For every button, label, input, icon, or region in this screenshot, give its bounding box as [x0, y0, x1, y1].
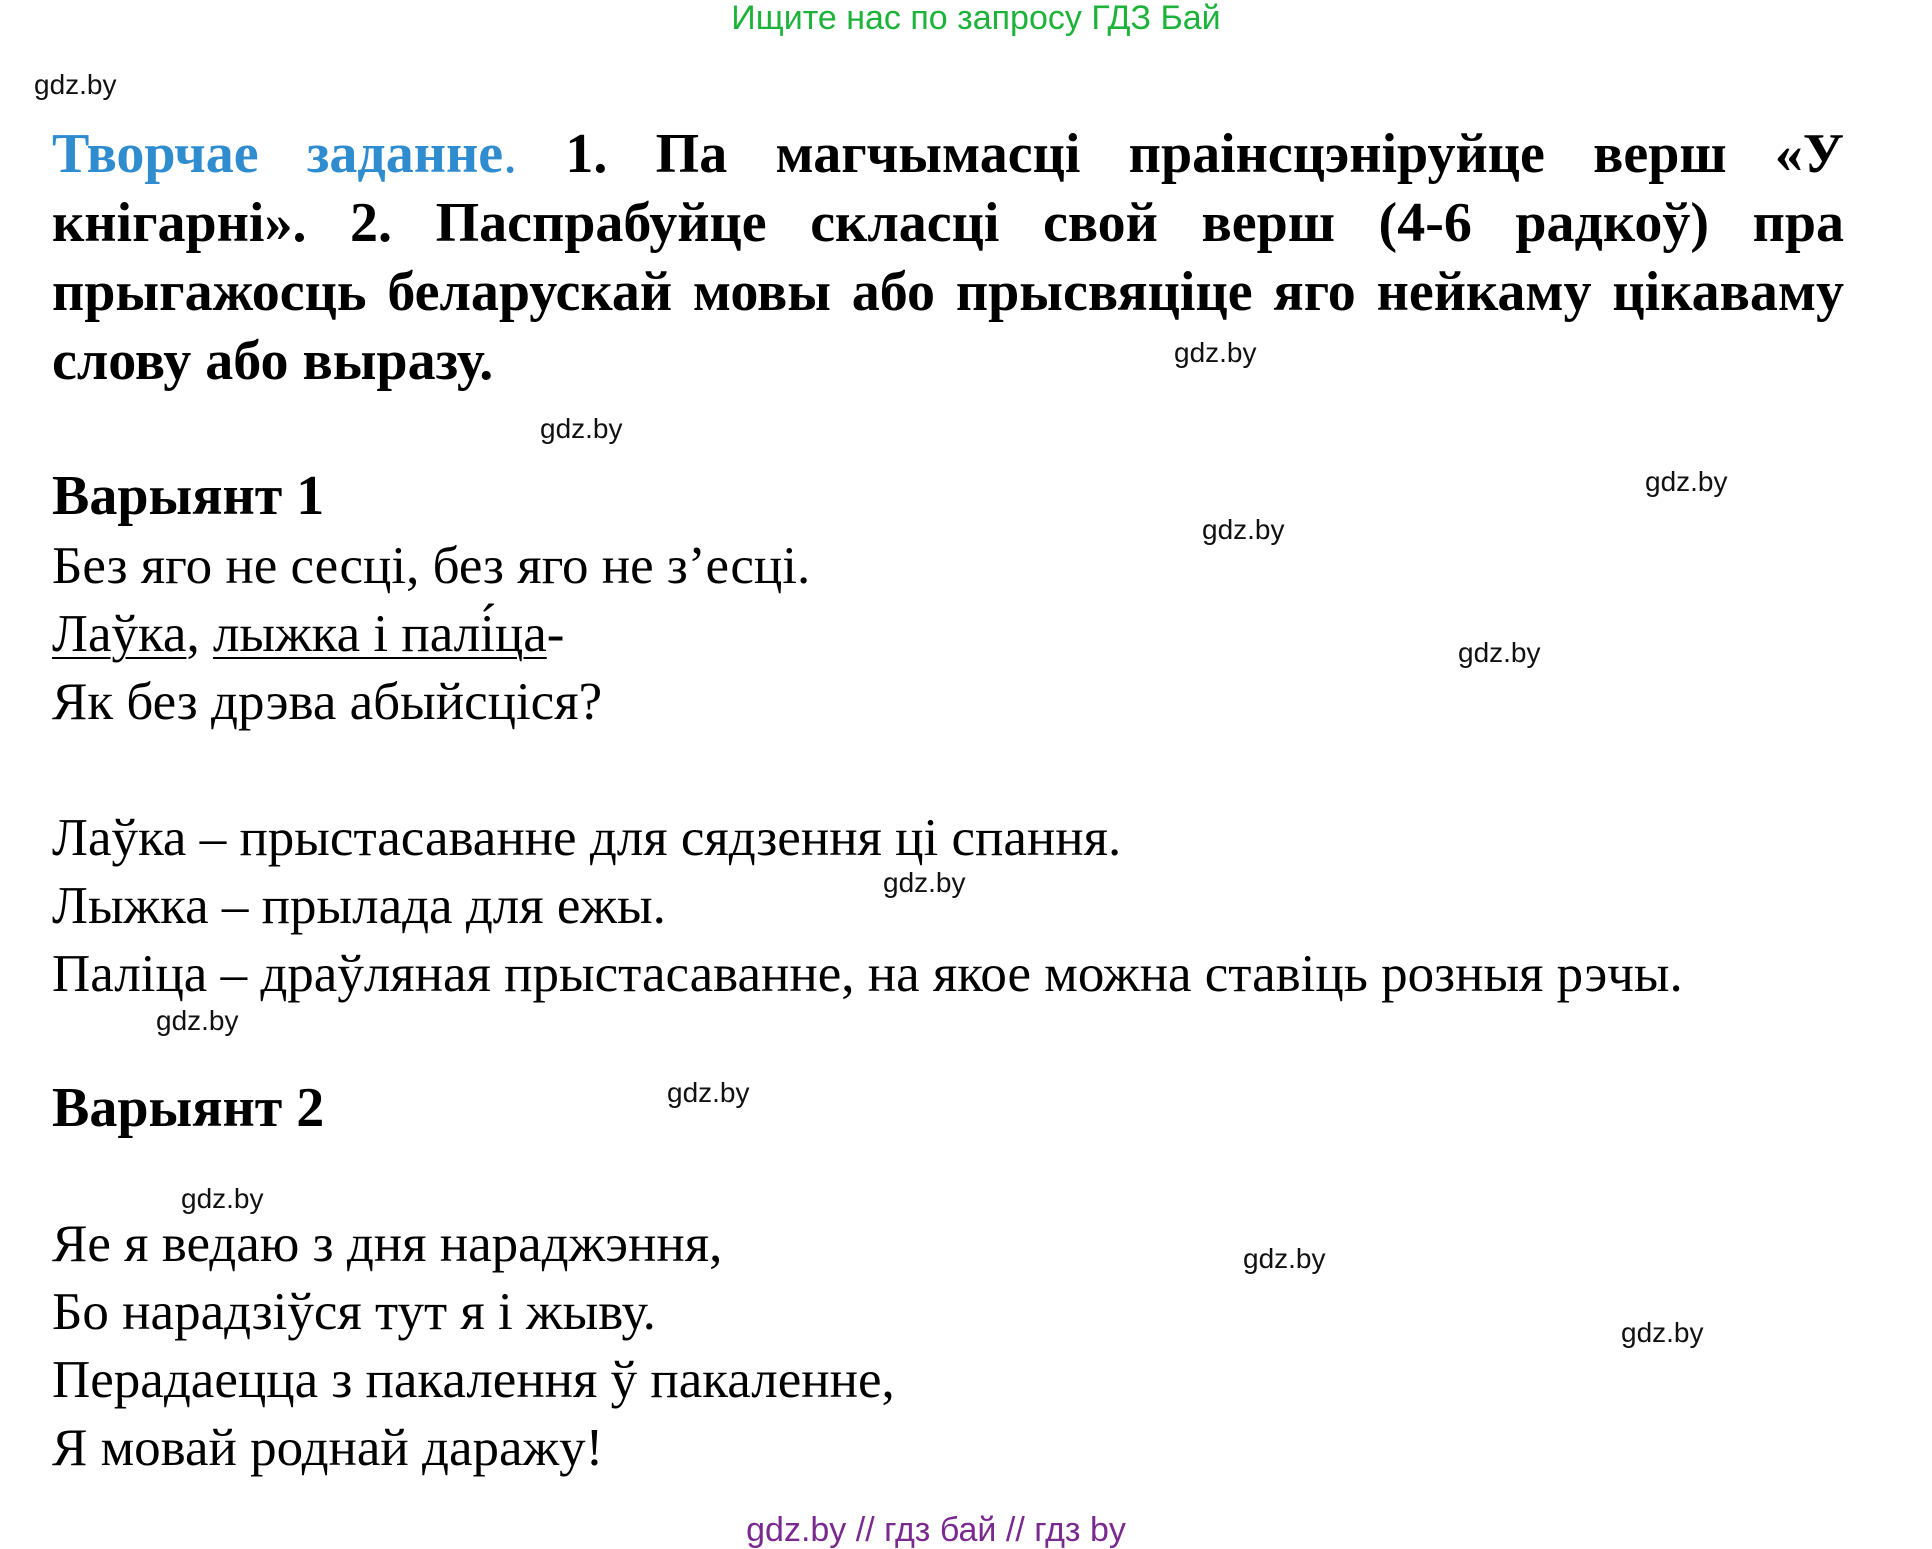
watermark: gdz.by — [1458, 637, 1541, 668]
variant1-dash: - — [546, 605, 565, 663]
footer — [0, 1512, 1932, 1548]
watermark: gdz.by — [883, 867, 966, 898]
variant1-line3: Як без дрэва абыйсціся? — [52, 673, 603, 731]
variant2-line1: Яе я ведаю з дня нараджэння, — [52, 1215, 723, 1273]
task-heading-dot: . — [503, 123, 518, 185]
watermark: gdz.by — [1621, 1317, 1704, 1348]
watermark: gdz.by — [34, 69, 117, 100]
task-body: 1. Па магчымасці праінсцэніруйце верш «У кнігарні». 2. Паспрабуйце скласці свой верш (4-6 радкоў) пра прыгажосць беларускай мовы або прысвяціце яго нейкаму цікаваму слову або выразу. — [52, 123, 1845, 392]
variant1-title: Варыянт 1 — [52, 465, 325, 527]
definition-lyzhka: Лыжка – прылада для ежы. — [52, 877, 666, 935]
watermark: gdz.by — [667, 1077, 750, 1108]
watermark: gdz.by — [1174, 337, 1257, 368]
watermark: gdz.by — [156, 1005, 239, 1036]
footer-text: gdz.by // гдз бай // гдз by — [746, 1511, 1126, 1549]
definition-palica: Паліца – драўляная прыстасаванне, на якое можна ставіць розныя рэчы. — [52, 945, 1683, 1003]
watermark: gdz.by — [540, 413, 623, 444]
variant1-separator: , — [186, 605, 213, 663]
task-heading: Творчае заданне — [52, 123, 504, 185]
watermark: gdz.by — [1243, 1243, 1326, 1274]
variant1-line2 — [52, 604, 564, 664]
variant2-line2: Бо нарадзіўся тут я і жыву. — [52, 1283, 656, 1341]
variant2-line3: Перадаецца з пакалення ў пакаленне, — [52, 1351, 895, 1409]
watermark: gdz.by — [1645, 466, 1728, 497]
variant2-line4: Я мовай роднай даражу! — [52, 1419, 604, 1477]
variant1-words-rest: лыжка і палі́ца — [212, 605, 547, 663]
variant2-title: Варыянт 2 — [52, 1077, 325, 1139]
definition-lauka: Лаўка – прыстасаванне для сядзення ці спання. — [52, 809, 1122, 867]
variant1-line1: Без яго не сесці, без яго не з’есці. — [52, 537, 811, 595]
top-banner-text: Ищите нас по запросу ГДЗ Бай — [731, 0, 1221, 37]
top-banner — [0, 0, 1932, 36]
watermark: gdz.by — [181, 1183, 264, 1214]
task-paragraph — [52, 120, 1844, 396]
watermark: gdz.by — [1202, 514, 1285, 545]
variant1-word-lauka: Лаўка — [52, 605, 187, 663]
